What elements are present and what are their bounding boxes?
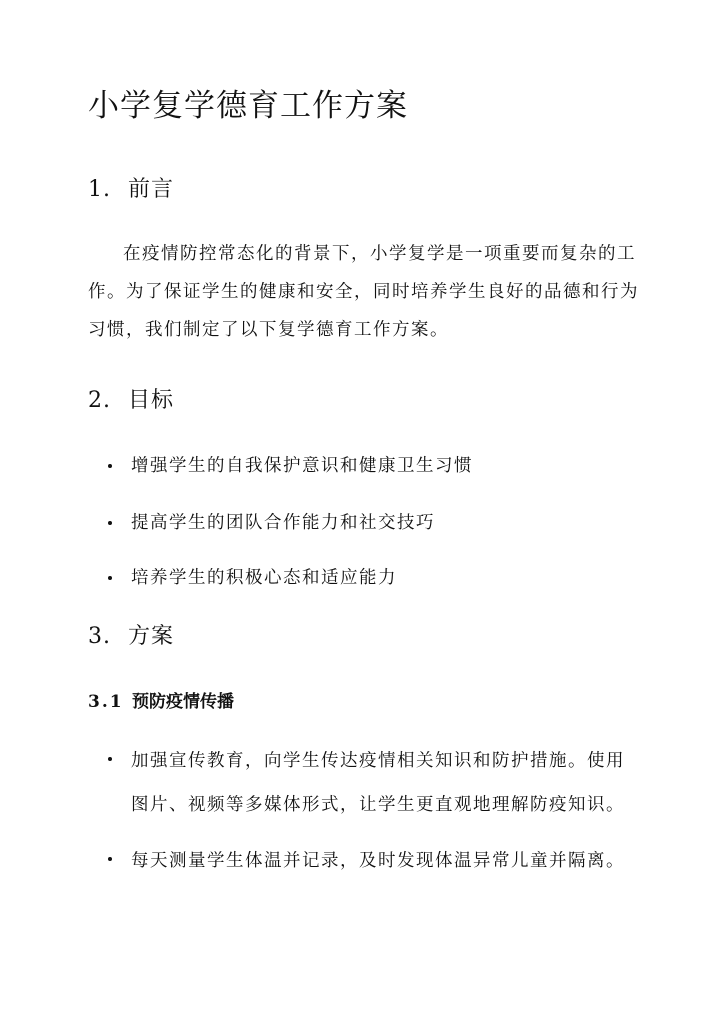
subsection-number: 3.1 [88,692,124,712]
section-title: 目标 [128,388,175,413]
section-title: 前言 [128,177,175,202]
section-heading-preface [88,174,174,206]
bullet-icon [108,521,112,525]
section-number: 2. [88,388,111,413]
list-item-text [131,742,625,824]
list-item-line: 每天测量学生体温并记录，及时发现体温异常儿童并隔离。 [131,851,625,871]
bullet-icon [108,576,112,580]
section-heading-plan [88,621,174,653]
list-item-text: 培养学生的积极心态和适应能力 [131,568,397,588]
section-title: 方案 [128,624,175,649]
preface-paragraph [88,235,639,349]
section-number: 3. [88,624,111,649]
bullet-icon [108,757,112,761]
list-item-text [131,842,625,880]
subsection-heading [88,689,234,715]
list-item-text: 提高学生的团队合作能力和社交技巧 [131,513,435,533]
list-item-line: 加强宣传教育，向学生传达疫情相关知识和防护措施。使用 [131,751,625,771]
section-number: 1. [88,177,111,202]
paragraph-line: 在疫情防控常态化的背景下，小学复学是一项重要而复杂的工 [123,244,636,264]
list-item-text: 增强学生的自我保护意识和健康卫生习惯 [131,456,473,476]
document-title: 小学复学德育工作方案 [88,88,408,124]
bullet-icon [108,857,112,861]
paragraph-line: 作。为了保证学生的健康和安全，同时培养学生良好的品德和行为 [88,282,639,302]
bullet-icon [108,464,112,468]
subsection-title: 预防疫情传播 [132,692,234,712]
list-item-line: 图片、视频等多媒体形式，让学生更直观地理解防疫知识。 [131,795,625,815]
section-heading-goals [88,385,174,417]
paragraph-line: 习惯，我们制定了以下复学德育工作方案。 [88,320,449,340]
